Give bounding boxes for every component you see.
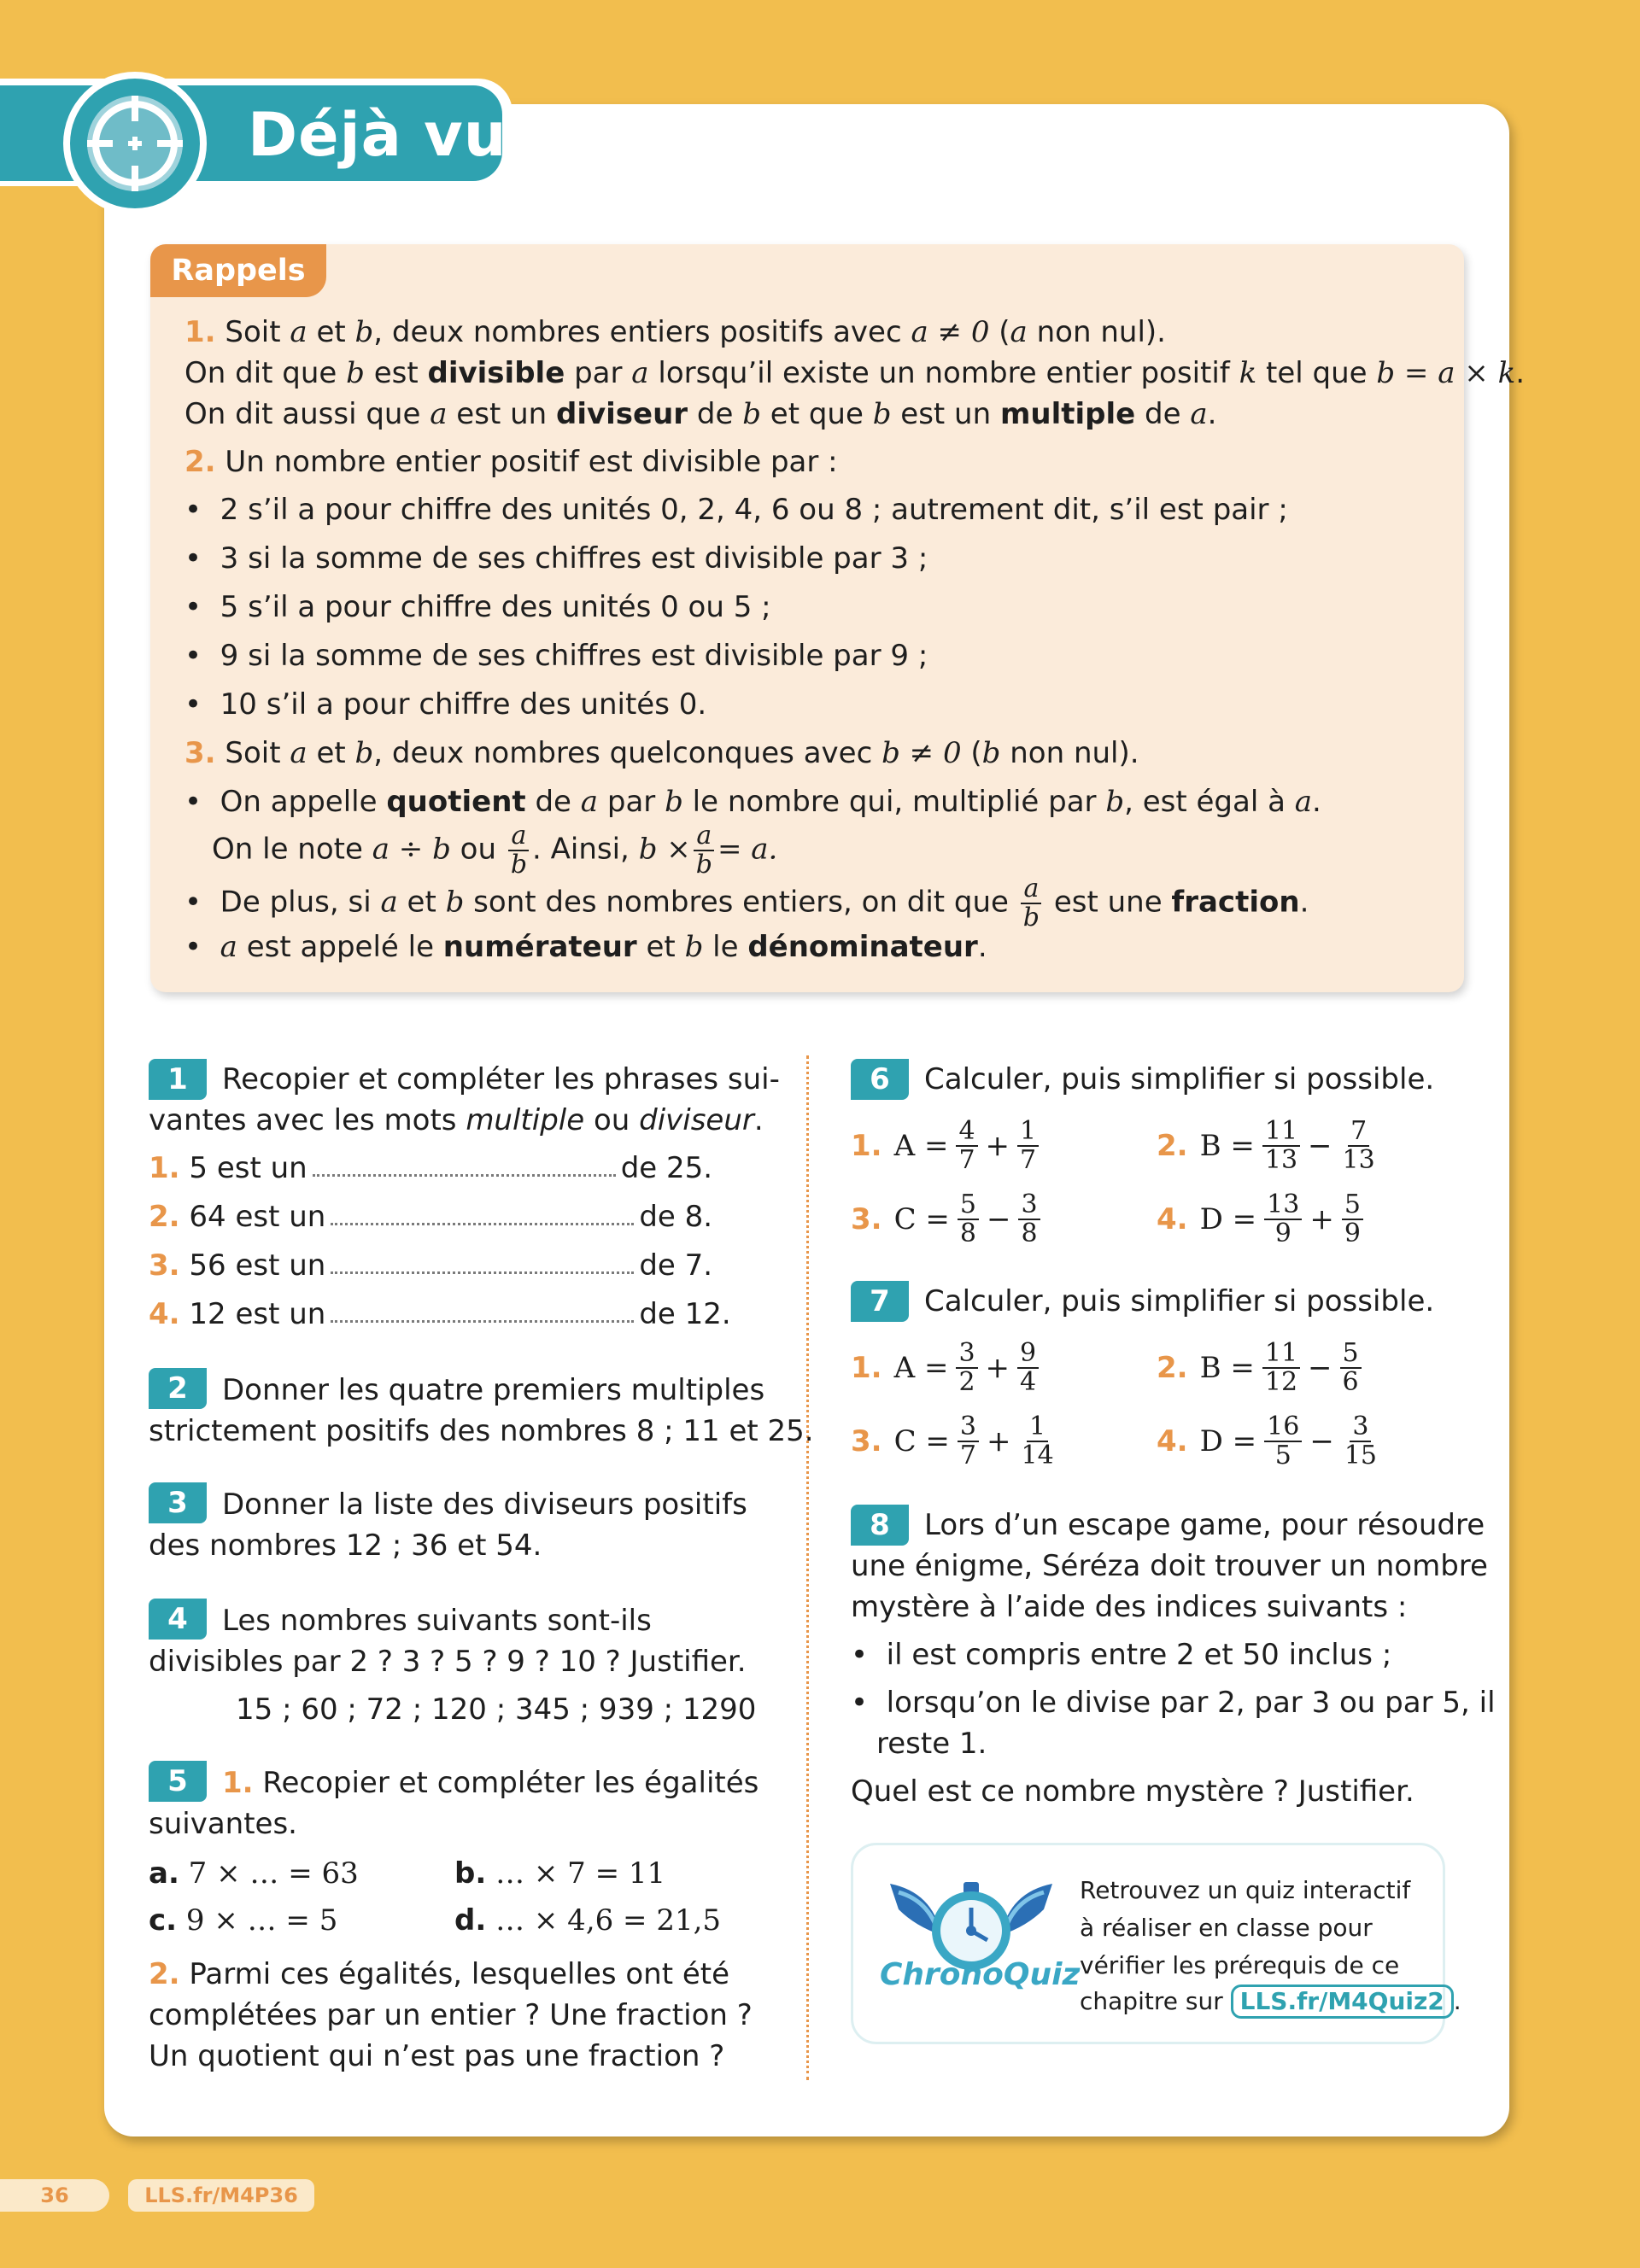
rappel-2-intro: 2. Un nombre entier positif est divisible par : <box>184 445 838 479</box>
rappel-3-fraction-line: • De plus, si a et b sont des nombres entiers, on dit que $\frac{a}{b}$ est une fraction. <box>184 874 1309 932</box>
exercise-4-numbers: 15 ; 60 ; 72 ; 120 ; 345 ; 939 ; 1290 <box>236 1692 757 1727</box>
chronoquiz-text: Retrouvez un quiz interactif <box>1080 1876 1411 1904</box>
rappels-tab: Rappels <box>150 244 326 297</box>
chronoquiz-text: chapitre sur LLS.fr/M4Quiz2 . <box>1080 1983 1461 2020</box>
exercise-7-item: 1. A = $\frac{3}{2}$ + $\frac{9}{4}$ <box>851 1341 1041 1395</box>
exercise-8-clue: reste 1. <box>876 1727 987 1761</box>
rappel-2-item: • 3 si la somme de ses chiffres est divisible par 3 ; <box>184 541 928 576</box>
exercise-7-badge: 7 <box>851 1281 909 1322</box>
fraction-a-over-b: $\frac{a}{b}$ <box>508 823 530 878</box>
exercise-8-text: Lors d’un escape game, pour résoudre <box>924 1508 1485 1542</box>
exercise-6-title: Calculer, puis simplifier si possible. <box>924 1062 1435 1096</box>
rappel-3-quotient-line-2: On le note a ÷ b ou $\frac{a}{b}$ . Ainsi, b × $\frac{a}{b}$ = a. <box>212 821 778 880</box>
exercise-3-text: des nombres 12 ; 36 et 54. <box>149 1529 542 1563</box>
exercise-5-eq-c: c. 9 × … = 5 <box>149 1903 338 1938</box>
page-number: 36 <box>0 2179 109 2212</box>
exercise-3-text: Donner la liste des diviseurs positifs <box>222 1488 747 1522</box>
exercise-7-item: 3. C = $\frac{3}{7}$ + $\frac{1}{14}$ <box>851 1412 1054 1470</box>
exercise-7-title: Calculer, puis simplifier si possible. <box>924 1284 1435 1318</box>
exercise-5-badge: 5 <box>149 1761 207 1802</box>
exercise-2-text: Donner les quatre premiers multiples <box>222 1373 765 1407</box>
chronoquiz-text: vérifier les prérequis de ce <box>1080 1951 1400 1979</box>
exercise-1-item: 2. 64 est un de 8. <box>149 1200 713 1234</box>
exercise-1-badge: 1 <box>149 1059 207 1100</box>
exercise-6-item: 1. A = $\frac{4}{7}$ + $\frac{1}{7}$ <box>851 1119 1041 1173</box>
fraction-a-over-b: $\frac{a}{b}$ <box>694 823 715 878</box>
rappel-3-quotient-line-1: • On appelle quotient de a par b le nombre qui, multiplié par b, est égal à a. <box>184 785 1321 819</box>
rappel-2-item: • 5 s’il a pour chiffre des unités 0 ou 5 ; <box>184 590 771 624</box>
exercise-8-clue: • lorsqu’on le divise par 2, par 3 ou par 5, il <box>851 1686 1496 1720</box>
exercise-1-text: vantes avec les mots multiple ou diviseur. <box>149 1103 764 1137</box>
crosshair-icon <box>62 70 208 217</box>
exercise-8-text: une énigme, Séréza doit trouver un nombre <box>851 1549 1488 1583</box>
chronoquiz-logo-text: ChronoQuiz <box>880 1957 1081 1992</box>
exercise-5-eq-d: d. … × 4,6 = 21,5 <box>454 1903 722 1938</box>
page-title: Déjà vu <box>248 100 507 170</box>
exercise-2-badge: 2 <box>149 1368 207 1409</box>
rappel-1-line-1: 1. Soit a et b, deux nombres entiers positifs avec a ≠ 0 (a non nul). <box>184 315 1166 349</box>
rappel-2-item: • 10 s’il a pour chiffre des unités 0. <box>184 687 707 722</box>
exercise-1-item: 1. 5 est un de 25. <box>149 1151 713 1185</box>
chronoquiz-link[interactable]: LLS.fr/M4Quiz2 <box>1231 1984 1454 2019</box>
footer-link[interactable]: LLS.fr/M4P36 <box>128 2179 314 2212</box>
exercise-6-badge: 6 <box>851 1059 909 1100</box>
rappel-2-item: • 2 s’il a pour chiffre des unités 0, 2, 4, 6 ou 8 ; autrement dit, s’il est pair ; <box>184 493 1288 527</box>
exercise-8-text: mystère à l’aide des indices suivants : <box>851 1590 1408 1624</box>
chronoquiz-text: à réaliser en classe pour <box>1080 1914 1373 1942</box>
exercise-5-text: 1. Recopier et compléter les égalités <box>222 1766 759 1800</box>
exercise-7-item: 4. D = $\frac{16}{5}$ − $\frac{3}{15}$ <box>1157 1412 1378 1470</box>
exercise-7-item: 2. B = $\frac{11}{12}$ − $\frac{5}{6}$ <box>1157 1341 1364 1395</box>
exercise-8-question: Quel est ce nombre mystère ? Justifier. <box>851 1774 1414 1809</box>
column-divider <box>806 1055 809 2080</box>
exercise-3-badge: 3 <box>149 1482 207 1523</box>
exercise-1-item: 3. 56 est un de 7. <box>149 1248 713 1283</box>
exercise-1-text: Recopier et compléter les phrases sui- <box>222 1062 780 1096</box>
exercise-6-item: 3. C = $\frac{5}{8}$ − $\frac{3}{8}$ <box>851 1192 1043 1247</box>
rappel-1-line-3: On dit aussi que a est un diviseur de b et que b est un multiple de a. <box>184 397 1217 431</box>
rappel-3-line-1: 3. Soit a et b, deux nombres quelconques avec b ≠ 0 (b non nul). <box>184 736 1139 770</box>
fraction-a-over-b: $\frac{a}{b}$ <box>1021 876 1042 931</box>
exercise-8-clue: • il est compris entre 2 et 50 inclus ; <box>851 1638 1392 1672</box>
exercise-4-badge: 4 <box>149 1599 207 1640</box>
exercise-5-question: Un quotient qui n’est pas une fraction ? <box>149 2039 725 2073</box>
exercise-1-item: 4. 12 est un de 12. <box>149 1297 731 1331</box>
rappel-1-line-2: On dit que b est divisible par a lorsqu’il existe un nombre entier positif k tel que b = a × k. <box>184 356 1526 390</box>
exercise-4-text: Les nombres suivants sont-ils <box>222 1604 652 1638</box>
rappel-3-numerator-line: • a est appelé le numérateur et b le dénominateur. <box>184 930 987 964</box>
exercise-4-text: divisibles par 2 ? 3 ? 5 ? 9 ? 10 ? Justifier. <box>149 1645 747 1679</box>
exercise-6-item: 2. B = $\frac{11}{13}$ − $\frac{7}{13}$ <box>1157 1116 1375 1175</box>
exercise-2-text: strictement positifs des nombres 8 ; 11 et 25. <box>149 1414 814 1448</box>
exercise-5-eq-a: a. 7 × … = 63 <box>149 1856 359 1891</box>
rappel-2-item: • 9 si la somme de ses chiffres est divisible par 9 ; <box>184 639 928 673</box>
exercise-6-item: 4. D = $\frac{13}{9}$ + $\frac{5}{9}$ <box>1157 1192 1366 1247</box>
exercise-5-question: 2. Parmi ces égalités, lesquelles ont été <box>149 1957 730 1991</box>
exercise-5-question: complétées par un entier ? Une fraction ? <box>149 1998 753 2032</box>
exercise-5-text: suivantes. <box>149 1807 297 1841</box>
exercise-8-badge: 8 <box>851 1505 909 1546</box>
exercise-5-eq-b: b. … × 7 = 11 <box>454 1856 666 1891</box>
